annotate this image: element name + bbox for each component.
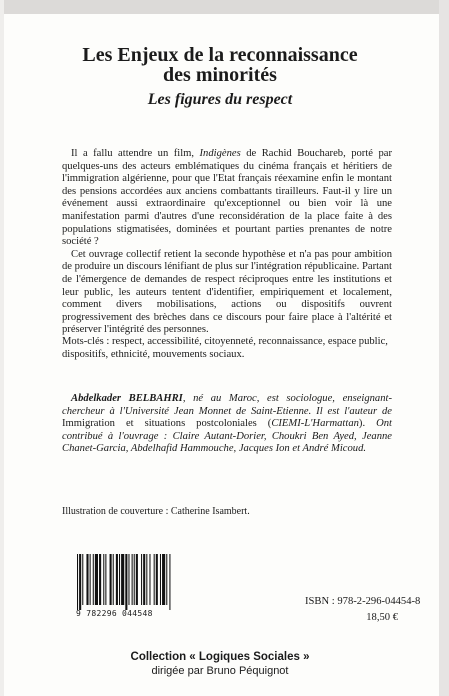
barcode-bar [121,554,124,605]
collection-name: Collection « Logiques Sociales » [130,651,310,663]
author-publisher: CIEMI-L'Harmattan [271,418,359,430]
author-bio-paren-open: ( [256,418,272,430]
author-bio-paren-close: ). [358,418,366,430]
barcode-bar [90,554,91,605]
barcode-bar [136,554,138,605]
film-title: Indigènes [199,148,241,159]
summary-paragraph-1 [62,148,392,249]
barcode-bar [149,554,150,605]
barcode-bar [169,554,170,610]
isbn: ISBN : 978-2-296-04454-8 [305,596,421,607]
scan-edge-right [439,0,449,696]
collection-director: dirigée par Bruno Péquignot [151,665,289,677]
barcode-bar [79,554,81,610]
barcode-bar [103,554,104,605]
illustration-credit: Illustration de couverture : Catherine Isambert. [62,506,250,517]
barcode-bar [146,554,147,605]
barcode-bar [93,554,94,605]
barcode-number: 9 782296 044548 [76,609,153,618]
book-subtitle: Les figures du respect [147,91,293,108]
barcode-bar [99,554,101,605]
author-bio [62,393,392,456]
barcode-bars [77,554,203,610]
barcode-bar [110,554,112,605]
barcode-bar [154,554,155,605]
keywords: Mots-clés : respect, accessibilité, citoyenneté, reconnaissance, espace public, dispositifs, ethnicité, mouvements sociaux. [62,336,388,360]
barcode-bar [132,554,133,605]
barcode-bar [77,554,78,610]
barcode-bar [105,554,106,605]
barcode-bar [134,554,135,605]
barcode-bar [143,554,145,605]
barcode [77,554,203,610]
barcode-bar [128,554,129,605]
barcode-bar [141,554,142,605]
barcode-bar [86,554,88,605]
book-title-line2: des minorités [163,64,277,86]
barcode-bar [95,554,98,605]
author-bio-text: , né au Maroc, est sociologue, enseignant-chercheur à l'Université Jean Monnet de Saint-Etienne. Il est l'auteur de [62,393,392,417]
author-name: Abdelkader BELBAHRI [71,393,183,404]
scan-edge-left [0,0,4,696]
author-bio-paragraph [62,393,392,456]
book-title-line1: Les Enjeux de la reconnaissance [82,44,358,66]
contributors: Ont contribué à l'ouvrage : Claire Autant-Dorier, Choukri Ben Ayed, Jeanne Chanet-Garcia, Abdelhafid Hammouche, Jacques Ion et André Micoud. [62,418,392,455]
scan-edge-top [0,0,449,14]
barcode-bar [125,554,127,610]
summary-paragraph-2: Cet ouvrage collectif retient la seconde hypothèse et n'a pas pour ambition de produire un discours lénifiant de plus sur l'intégration républicaine. Partant de l'émergence de demandes de respect réciproques entre les institutions et leur public, les auteurs tentent d'identifier, empiriquement et localement, comment divers mobilisations, actions ou dispositifs ouvrent progressivement des brèches dans ce discours pour faire place à l'altérité et préserver l'intégrité des personnes. [62,248,392,336]
barcode-bar [116,554,118,605]
summary-p1-rest: de Rachid Bouchareb, porté par quelques-uns des acteurs emblématiques du cinéma français et héritiers de l'immigration algérienne, pour que l'Etat français réexamine enfin le montant des pensions accordées aux anciens combattants tirailleurs. Faut-il y lire un événement aussi extraordinaire qu'exceptionnel ou bien voir là une manifestation parmi d'autres d'une reconsidération de la place faite à des populations stigmatisées, dominées et pourtant parties prenantes de notre société ? [62,148,392,248]
barcode-bar [166,554,167,605]
barcode-bar [82,554,83,605]
barcode-bar [119,554,120,605]
book-title [20,45,420,85]
price: 18,50 € [366,612,398,623]
summary-p1-start: Il a fallu attendre un film, [71,148,200,159]
barcode-bar [162,554,165,605]
author-book-title: Immigration et situations postcoloniales [62,418,257,430]
summary [62,148,392,337]
barcode-bar [113,554,114,605]
barcode-bar [160,554,161,605]
barcode-bar [156,554,158,605]
